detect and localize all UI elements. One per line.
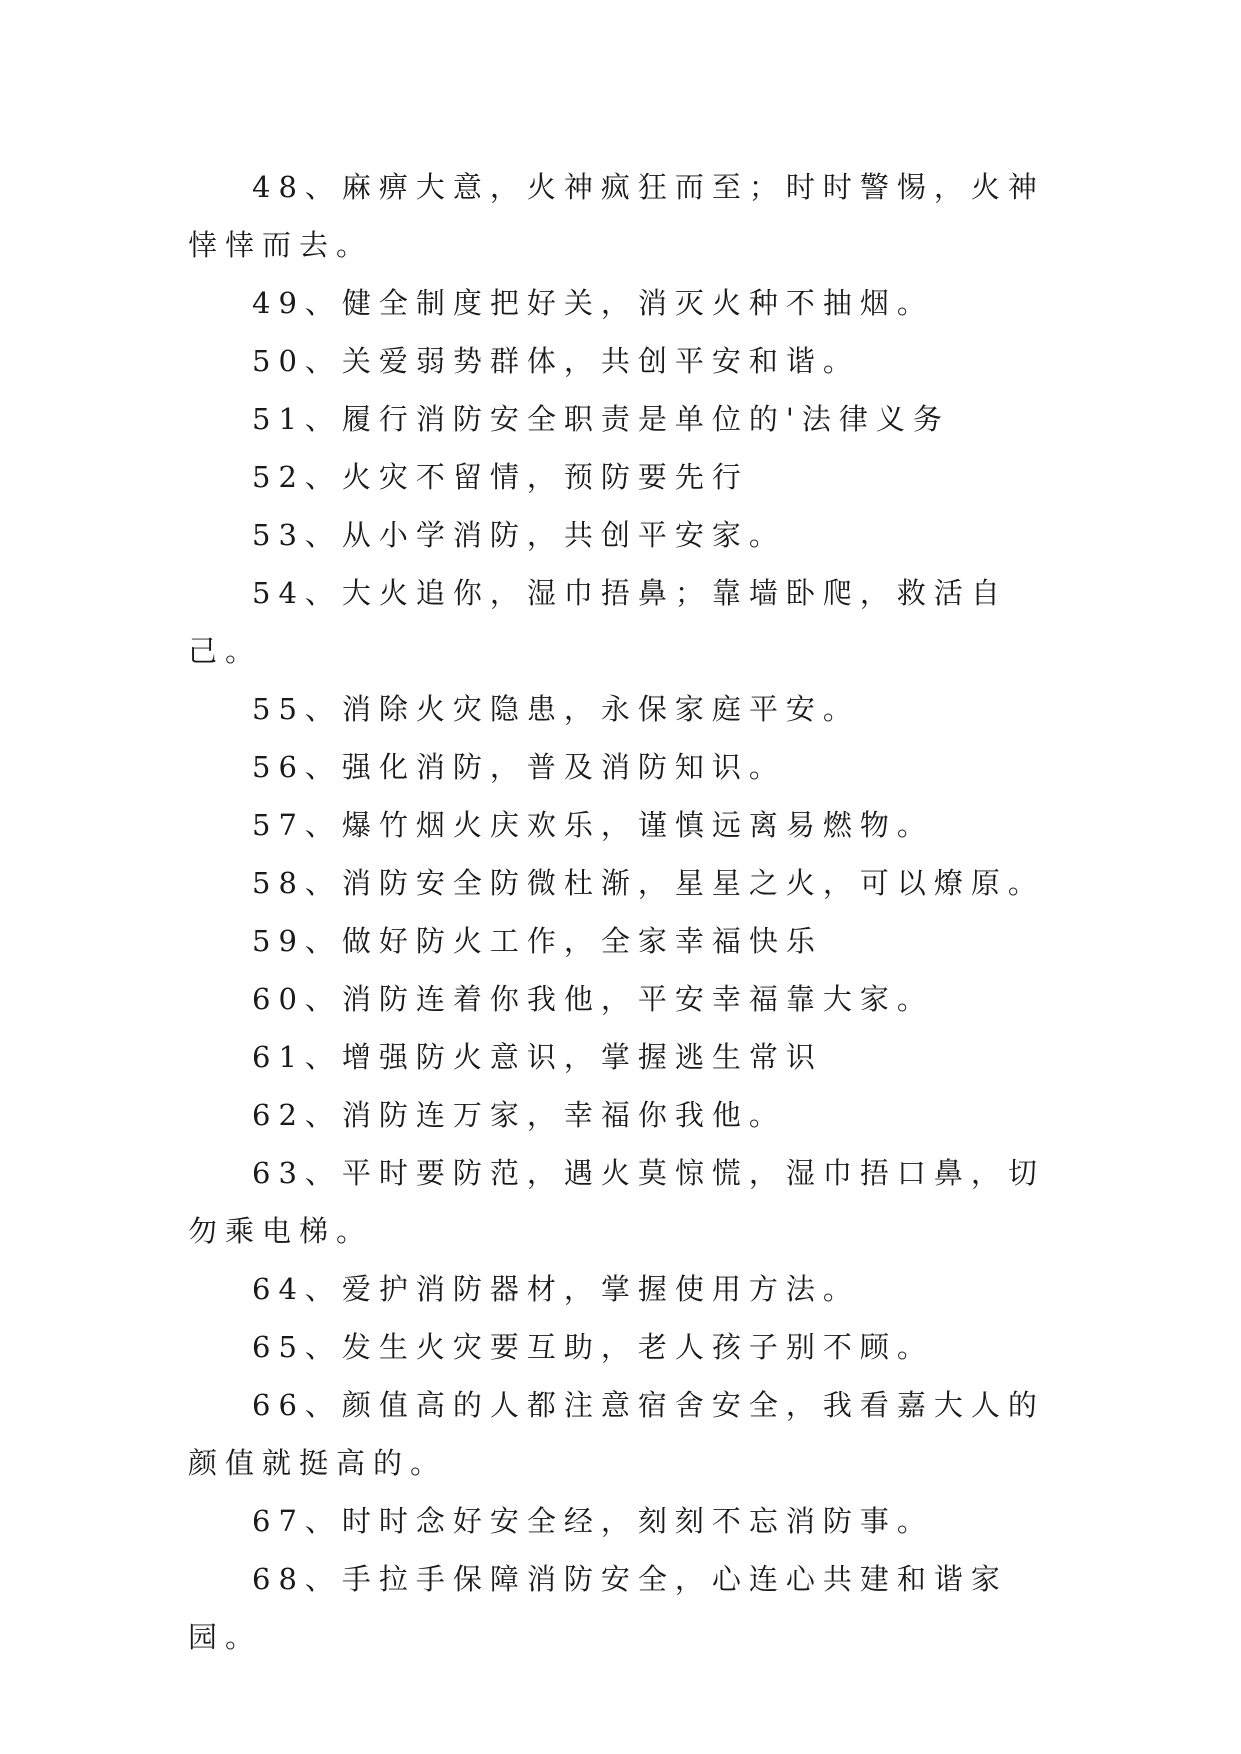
slogan-paragraph: 61、增强防火意识，掌握逃生常识 <box>252 1040 823 1074</box>
slogan-paragraph: 56、强化消防，普及消防知识。 <box>252 750 786 784</box>
slogan-paragraph: 50、关爱弱势群体，共创平安和谐。 <box>252 344 860 378</box>
slogan-paragraph: 66、颜值高的人都注意宿舍安全，我看嘉大人的颜值就挺高的。 <box>188 1388 1045 1480</box>
slogan-paragraph: 58、消防安全防微杜渐，星星之火，可以燎原。 <box>252 866 1045 900</box>
slogan-paragraph: 49、健全制度把好关，消灭火种不抽烟。 <box>252 286 934 320</box>
slogan-paragraph: 53、从小学消防，共创平安家。 <box>252 518 786 552</box>
slogan-paragraph: 54、大火追你，湿巾捂鼻；靠墙卧爬，救活自己。 <box>188 576 1008 668</box>
slogan-paragraph: 48、麻痹大意，火神疯狂而至；时时警惕，火神悻悻而去。 <box>188 170 1045 262</box>
slogan-paragraph: 65、发生火灾要互助，老人孩子别不顾。 <box>252 1330 934 1364</box>
slogan-paragraph: 63、平时要防范，遇火莫惊慌，湿巾捂口鼻，切勿乘电梯。 <box>188 1156 1045 1248</box>
slogan-paragraph: 67、时时念好安全经，刻刻不忘消防事。 <box>252 1504 934 1538</box>
slogan-paragraph: 62、消防连万家，幸福你我他。 <box>252 1098 786 1132</box>
slogan-paragraph: 51、履行消防安全职责是单位的'法律义务 <box>252 402 950 436</box>
slogan-paragraph: 55、消除火灾隐患，永保家庭平安。 <box>252 692 860 726</box>
slogan-paragraph: 59、做好防火工作，全家幸福快乐 <box>252 924 823 958</box>
slogan-paragraph: 57、爆竹烟火庆欢乐，谨慎远离易燃物。 <box>252 808 934 842</box>
slogan-paragraph: 60、消防连着你我他，平安幸福靠大家。 <box>252 982 934 1016</box>
document-body <box>188 158 1050 1666</box>
slogan-paragraph: 64、爱护消防器材，掌握使用方法。 <box>252 1272 860 1306</box>
slogan-paragraph: 52、火灾不留情，预防要先行 <box>252 460 749 494</box>
slogan-paragraph: 68、手拉手保障消防安全，心连心共建和谐家园。 <box>188 1562 1008 1654</box>
